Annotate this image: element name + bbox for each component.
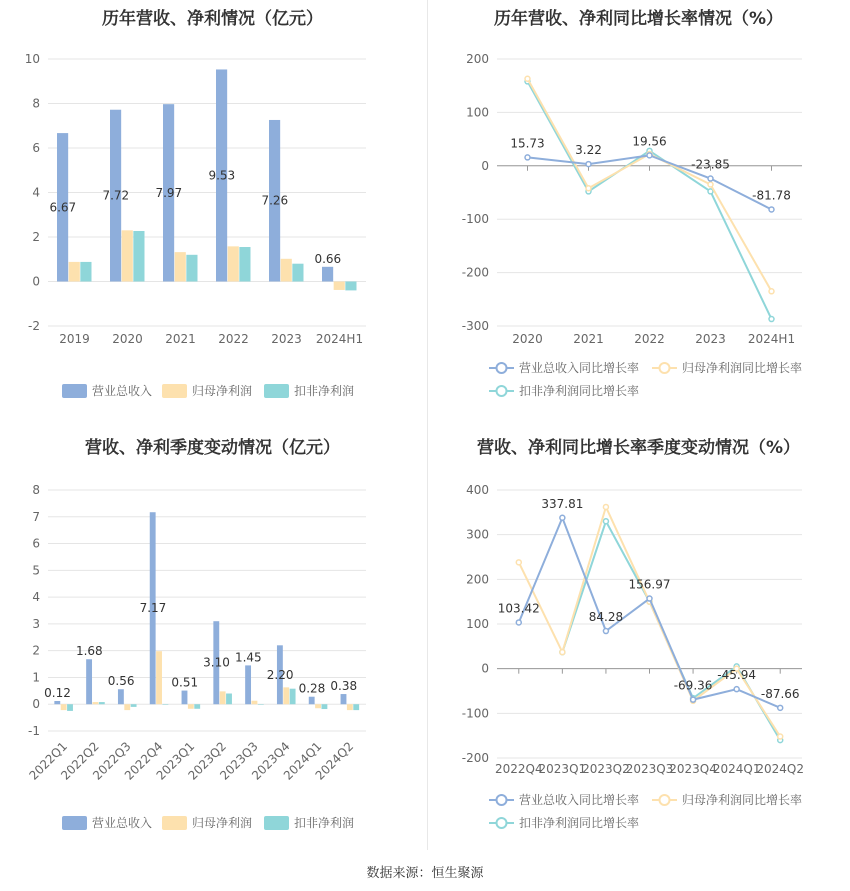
y-tick-label: -100 xyxy=(461,706,489,721)
data-label: 3.10 xyxy=(203,655,230,670)
data-point xyxy=(647,153,652,158)
data-point xyxy=(525,155,530,160)
bar xyxy=(61,704,67,710)
data-label: -87.66 xyxy=(760,686,800,701)
bar xyxy=(131,704,137,707)
quarterly-amount-bar-chart xyxy=(0,425,425,850)
data-label: 6.67 xyxy=(49,200,77,215)
data-label: 156.97 xyxy=(628,577,671,592)
x-tick-label: 2022Q2 xyxy=(58,739,102,783)
bar xyxy=(80,262,91,282)
y-tick-label: 300 xyxy=(466,527,489,542)
data-source-note: 数据来源：恒生聚源 xyxy=(366,866,484,881)
x-tick-label: 2022Q4 xyxy=(494,762,543,776)
series-line xyxy=(528,155,772,209)
data-label: -45.94 xyxy=(717,668,756,683)
data-label: 0.56 xyxy=(107,674,135,689)
y-tick-label: -200 xyxy=(461,751,489,765)
legend-swatch xyxy=(62,384,87,398)
x-tick-label: 2023Q4 xyxy=(669,762,717,776)
y-tick-label: 7 xyxy=(32,509,40,524)
x-tick-label: 2022 xyxy=(218,332,249,346)
data-point xyxy=(603,504,608,509)
x-tick-label: 2023Q1 xyxy=(538,762,587,776)
x-tick-label: 2021 xyxy=(165,332,196,346)
chart-title: 历年营收、净利同比增长率情况（%） xyxy=(493,9,784,29)
chart-title: 历年营收、净利情况（亿元） xyxy=(102,9,323,29)
data-point xyxy=(778,734,783,739)
bar xyxy=(245,665,251,704)
data-point xyxy=(525,76,530,81)
bar xyxy=(345,282,356,291)
bar xyxy=(133,231,144,282)
legend-point-marker xyxy=(497,386,507,396)
x-tick-label: 2024Q2 xyxy=(312,739,357,783)
data-point xyxy=(734,687,739,692)
chart-title: 营收、净利季度变动情况（亿元） xyxy=(85,438,340,458)
bar xyxy=(347,704,353,710)
y-tick-label: 8 xyxy=(32,96,40,111)
x-tick-label: 2023Q1 xyxy=(153,739,198,783)
data-label: -69.36 xyxy=(673,678,713,693)
legend-label: 扣非净利润同比增长率 xyxy=(519,384,640,398)
y-tick-label: 10 xyxy=(24,52,40,66)
data-label: -23.85 xyxy=(691,157,730,172)
data-label: 9.53 xyxy=(208,168,236,183)
bar xyxy=(124,704,130,710)
data-point xyxy=(586,186,591,191)
data-point xyxy=(647,596,652,601)
data-point xyxy=(586,162,591,167)
y-tick-label: 4 xyxy=(32,185,40,200)
chart-title: 营收、净利同比增长率季度变动情况（%） xyxy=(476,438,801,458)
annual-amount-bar-chart xyxy=(0,0,425,420)
y-tick-label: 100 xyxy=(466,105,489,120)
legend-swatch xyxy=(162,384,187,398)
x-tick-label: 2024H1 xyxy=(747,332,796,346)
x-tick-label: 2023Q2 xyxy=(185,739,230,783)
data-label: 3.22 xyxy=(575,143,602,158)
panel-quarterly-growth xyxy=(427,425,850,850)
y-tick-label: 6 xyxy=(32,536,40,551)
y-tick-label: 0 xyxy=(32,274,40,289)
x-tick-label: 2023Q2 xyxy=(582,762,630,776)
quarterly-growth-line-chart xyxy=(427,425,850,850)
legend-point-marker xyxy=(497,818,507,828)
legend-label: 营业总收入 xyxy=(92,384,153,398)
bar xyxy=(292,264,303,282)
data-label: 0.38 xyxy=(330,679,358,694)
bar xyxy=(322,267,333,282)
data-point xyxy=(560,650,565,655)
bar xyxy=(118,689,124,704)
x-tick-label: 2023 xyxy=(695,332,726,346)
x-tick-label: 2022Q1 xyxy=(26,739,71,783)
bar xyxy=(194,704,200,709)
bar xyxy=(67,704,73,711)
y-tick-label: 100 xyxy=(466,617,489,631)
legend-point-marker xyxy=(497,795,507,805)
y-tick-label: -2 xyxy=(28,319,40,333)
data-point xyxy=(769,207,774,212)
y-tick-label: 200 xyxy=(466,52,489,66)
y-tick-label: 6 xyxy=(32,141,40,155)
series-line xyxy=(528,81,772,319)
x-tick-label: 2020 xyxy=(512,332,543,346)
x-tick-label: 2019 xyxy=(59,332,90,346)
y-tick-label: 0 xyxy=(481,158,489,173)
annual-growth-line-chart xyxy=(427,0,850,420)
y-tick-label: -100 xyxy=(461,212,489,227)
data-point xyxy=(778,705,783,710)
x-tick-label: 2023Q3 xyxy=(217,739,261,783)
data-label: 7.17 xyxy=(139,601,167,616)
y-tick-label: 2 xyxy=(32,643,40,658)
bar xyxy=(290,689,296,705)
data-label: 84.28 xyxy=(588,610,624,625)
data-label: 1.68 xyxy=(75,644,103,659)
data-point xyxy=(769,317,774,322)
bar xyxy=(175,252,186,281)
x-tick-label: 2022Q3 xyxy=(90,739,134,783)
data-point xyxy=(691,697,696,702)
bar xyxy=(93,702,99,704)
bar xyxy=(315,704,321,708)
bar xyxy=(69,262,80,282)
data-label: 7.26 xyxy=(261,193,289,208)
legend-label: 营业总收入 xyxy=(92,816,153,830)
bar xyxy=(258,704,264,705)
data-point xyxy=(516,560,521,565)
legend-label: 扣非净利润 xyxy=(294,384,355,398)
x-tick-label: 2023Q4 xyxy=(249,739,293,783)
legend-label: 归母净利润同比增长率 xyxy=(682,361,803,375)
legend-label: 营业总收入同比增长率 xyxy=(519,361,640,375)
legend-label: 归母净利润同比增长率 xyxy=(682,793,803,807)
panel-annual-amounts xyxy=(0,0,425,420)
bar xyxy=(281,259,292,282)
series-line xyxy=(519,507,780,737)
x-tick-label: 2022 xyxy=(634,332,665,346)
bar xyxy=(341,694,347,704)
series-line xyxy=(528,79,772,292)
bar xyxy=(99,702,105,704)
data-label: 103.42 xyxy=(497,601,540,616)
series-line xyxy=(562,521,780,740)
panel-quarterly-amounts xyxy=(0,425,425,850)
x-tick-label: 2020 xyxy=(112,332,143,346)
y-tick-label: 0 xyxy=(481,661,489,676)
data-label: 0.28 xyxy=(298,681,326,696)
legend-swatch xyxy=(162,816,187,830)
legend-swatch xyxy=(264,816,289,830)
bar xyxy=(186,255,197,282)
bar xyxy=(54,701,60,704)
data-point xyxy=(708,189,713,194)
legend-label: 归母净利润 xyxy=(192,384,253,398)
data-point xyxy=(708,176,713,181)
y-tick-label: -1 xyxy=(28,724,40,738)
data-label: 1.45 xyxy=(234,650,262,665)
bar xyxy=(252,701,258,704)
y-tick-label: -300 xyxy=(461,319,489,333)
bar xyxy=(353,704,359,710)
bar xyxy=(226,694,232,705)
data-label: 0.12 xyxy=(44,686,71,701)
data-point xyxy=(603,629,608,634)
x-tick-label: 2022Q4 xyxy=(121,739,166,783)
legend-label: 扣非净利润同比增长率 xyxy=(519,816,640,830)
bar xyxy=(156,651,162,704)
x-tick-label: 2024Q2 xyxy=(756,762,805,776)
data-label: -81.78 xyxy=(752,188,791,203)
legend-label: 归母净利润 xyxy=(192,816,253,830)
bar xyxy=(334,282,345,290)
bar xyxy=(162,704,168,705)
y-tick-label: 0 xyxy=(32,697,40,712)
data-point xyxy=(560,515,565,520)
data-label: 2.20 xyxy=(266,667,294,682)
panel-annual-growth xyxy=(427,0,850,420)
data-label: 7.97 xyxy=(155,185,183,200)
data-label: 337.81 xyxy=(541,496,584,511)
legend-point-marker xyxy=(660,363,670,373)
bar xyxy=(321,704,327,709)
legend-swatch xyxy=(264,384,289,398)
y-tick-label: 3 xyxy=(32,616,40,631)
bar xyxy=(283,687,289,704)
bar xyxy=(182,691,188,705)
legend-label: 扣非净利润 xyxy=(294,816,355,830)
y-tick-label: 2 xyxy=(32,230,40,244)
bar xyxy=(239,247,250,281)
y-tick-label: 8 xyxy=(32,483,40,497)
y-tick-label: 200 xyxy=(466,572,489,587)
data-point xyxy=(769,289,774,294)
x-tick-label: 2024H1 xyxy=(315,332,364,346)
x-tick-label: 2024Q1 xyxy=(280,739,325,783)
bar xyxy=(188,704,194,709)
data-label: 0.51 xyxy=(171,675,199,690)
data-label: 15.73 xyxy=(510,136,545,151)
bar xyxy=(309,697,315,704)
bar xyxy=(220,691,226,704)
x-tick-label: 2021 xyxy=(573,332,604,346)
legend-swatch xyxy=(62,816,87,830)
x-tick-label: 2023 xyxy=(271,332,302,346)
data-point xyxy=(708,182,713,187)
y-tick-label: 1 xyxy=(32,670,40,685)
y-tick-label: 4 xyxy=(32,590,40,605)
data-label: 19.56 xyxy=(632,134,667,149)
y-tick-label: -200 xyxy=(461,265,489,280)
bar xyxy=(122,230,133,281)
y-tick-label: 400 xyxy=(466,483,489,497)
legend-point-marker xyxy=(497,363,507,373)
data-label: 0.66 xyxy=(314,251,342,266)
x-tick-label: 2024Q1 xyxy=(712,762,761,776)
legend-point-marker xyxy=(660,795,670,805)
data-point xyxy=(603,519,608,524)
y-tick-label: 5 xyxy=(32,563,40,578)
bar xyxy=(86,659,92,704)
bar xyxy=(228,246,239,281)
data-label: 7.72 xyxy=(102,188,130,203)
x-tick-label: 2023Q3 xyxy=(625,762,674,776)
legend-label: 营业总收入同比增长率 xyxy=(519,793,640,807)
data-point xyxy=(516,620,521,625)
